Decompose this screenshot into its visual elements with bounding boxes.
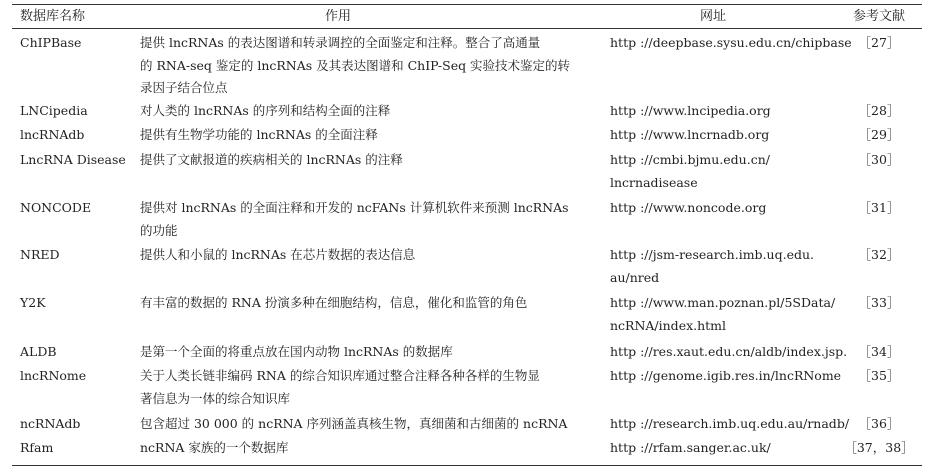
database-url xyxy=(610,437,771,460)
function-line: 是第一个全面的将重点放在国内动物 lncRNAs 的数据库 xyxy=(140,344,453,359)
reference-number: ［32］ xyxy=(858,247,900,262)
reference-number: ［30］ xyxy=(858,152,900,167)
table-bottom-rule xyxy=(12,465,922,466)
database-url xyxy=(610,341,847,364)
database-function xyxy=(140,149,600,172)
reference-number: ［34］ xyxy=(858,344,900,359)
database-function xyxy=(140,365,600,410)
url-line: http ://genome.igib.res.in/lncRNome xyxy=(610,368,842,383)
table-top-rule xyxy=(12,4,922,5)
database-name: NRED xyxy=(20,247,60,262)
url-line: au/nred xyxy=(610,269,660,285)
reference-number: ［33］ xyxy=(858,295,900,310)
reference-number: ［36］ xyxy=(858,416,900,431)
database-name: Y2K xyxy=(20,295,46,310)
database-function xyxy=(140,100,600,123)
database-function xyxy=(140,124,600,147)
database-url xyxy=(610,32,852,55)
url-line: http ://www.man.poznan.pl/5SData/ xyxy=(610,295,836,310)
url-line: http ://www.noncode.org xyxy=(610,200,767,215)
url-line: ncRNA/index.html xyxy=(610,317,727,333)
function-line: 提供 lncRNAs 的表达图谱和转录调控的全面鉴定和注释。整合了高通量 xyxy=(140,35,541,50)
url-line: http ://cmbi.bjmu.edu.cn/ xyxy=(610,152,770,167)
function-line: 对人类的 lncRNAs 的序列和结构全面的注释 xyxy=(140,103,391,118)
function-line: 提供对 lncRNAs 的全面注释和开发的 ncFANs 计算机软件来预测 lncRNAs xyxy=(140,200,569,215)
database-url xyxy=(610,292,835,337)
database-name: NONCODE xyxy=(20,200,92,215)
url-line: http ://res.xaut.edu.cn/aldb/index.jsp. xyxy=(610,344,848,359)
database-name: lncRNome xyxy=(20,368,87,383)
database-function xyxy=(140,292,600,315)
reference-number: ［37，38］ xyxy=(844,440,914,455)
url-line: http ://deepbase.sysu.edu.cn/chipbase xyxy=(610,35,852,50)
database-function xyxy=(140,244,600,267)
database-function xyxy=(140,413,600,436)
database-url xyxy=(610,365,841,388)
reference-number: ［28］ xyxy=(858,103,900,118)
url-line: http ://rfam.sanger.ac.uk/ xyxy=(610,440,771,455)
function-line: 包含超过 30 000 的 ncRNA 序列涵盖真核生物，真细菌和古细菌的 ncRNA xyxy=(140,416,568,431)
database-url xyxy=(610,197,766,220)
function-line: 有丰富的数据的 RNA 扮演多种在细胞结构，信息，催化和监管的角色 xyxy=(140,295,528,310)
database-url xyxy=(610,124,769,147)
database-name: ALDB xyxy=(20,344,57,359)
database-url xyxy=(610,149,770,194)
header-name: 数据库名称 xyxy=(20,9,86,24)
database-url xyxy=(610,244,814,289)
database-name: LNCipedia xyxy=(20,103,88,118)
url-line: http ://jsm-research.imb.uq.edu. xyxy=(610,247,814,262)
database-name: Rfam xyxy=(20,440,54,455)
function-line: 著信息为一体的综合知识库 xyxy=(140,390,291,406)
database-function xyxy=(140,197,600,242)
database-name: ncRNAdb xyxy=(20,416,81,431)
url-line: http ://research.imb.uq.edu.au/rnadb/ xyxy=(610,416,850,431)
function-line: ncRNA 家族的一个数据库 xyxy=(140,440,289,455)
function-line: 提供了文献报道的疾病相关的 lncRNAs 的注释 xyxy=(140,152,403,167)
reference-number: ［35］ xyxy=(858,368,900,383)
table-header-rule xyxy=(12,28,922,29)
function-line: 关于人类长链非编码 RNA 的综合知识库通过整合注释各种各样的生物显 xyxy=(140,368,540,383)
database-url xyxy=(610,413,849,436)
url-line: http ://www.lncipedia.org xyxy=(610,103,771,118)
reference-number: ［27］ xyxy=(858,35,900,50)
reference-number: ［29］ xyxy=(858,127,900,142)
url-line: lncrnadisease xyxy=(610,174,698,190)
function-line: 的 RNA-seq 鉴定的 lncRNAs 及其表达图谱和 ChIP-Seq 实验技术鉴定的转 xyxy=(140,57,571,73)
database-name: ChIPBase xyxy=(20,35,82,50)
header-function: 作用 xyxy=(325,9,352,24)
function-line: 提供有生物学功能的 lncRNAs 的全面注释 xyxy=(140,127,378,142)
database-function xyxy=(140,32,600,100)
url-line: http ://www.lncrnadb.org xyxy=(610,127,770,142)
header-refs: 参考文献 xyxy=(852,9,905,24)
database-name: LncRNA Disease xyxy=(20,152,126,167)
database-url xyxy=(610,100,771,123)
database-function xyxy=(140,341,600,364)
database-function xyxy=(140,437,600,460)
database-name: lncRNAdb xyxy=(20,127,85,142)
reference-number: ［31］ xyxy=(858,200,900,215)
header-url: 网址 xyxy=(700,9,727,24)
function-line: 的功能 xyxy=(140,222,178,238)
function-line: 提供人和小鼠的 lncRNAs 在芯片数据的表达信息 xyxy=(140,247,416,262)
function-line: 录因子结合位点 xyxy=(140,80,228,95)
